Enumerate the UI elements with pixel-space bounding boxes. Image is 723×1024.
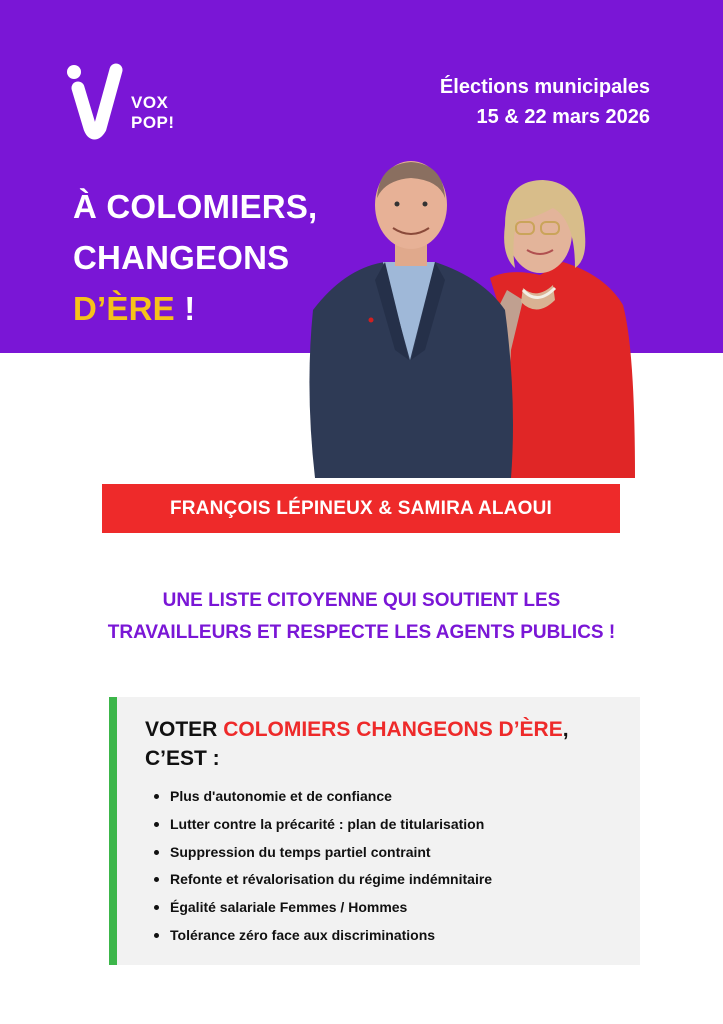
headline-line-3 <box>73 283 317 334</box>
vox-pop-logo <box>64 62 184 142</box>
candidate-man-figure <box>309 161 513 478</box>
program-item: Suppression du temps partiel contraint <box>147 841 492 869</box>
program-item: Égalité salariale Femmes / Hommes <box>147 896 492 924</box>
program-box <box>109 697 640 965</box>
candidates-names-banner: FRANÇOIS LÉPINEUX & SAMIRA ALAOUI <box>102 484 620 533</box>
tagline-line-2: TRAVAILLEURS ET RESPECTE LES AGENTS PUBLICS ! <box>107 622 616 643</box>
logo-text-vox: VOX <box>131 93 169 112</box>
headline <box>73 181 317 334</box>
program-title-highlight: COLOMIERS CHANGEONS D’ÈRE <box>223 718 563 741</box>
program-title-prefix: VOTER <box>145 718 224 741</box>
program-item: Plus d'autonomie et de confiance <box>147 785 492 813</box>
program-list <box>147 785 492 952</box>
headline-accent: D’ÈRE <box>73 290 175 327</box>
program-title-suffix: , <box>562 718 569 741</box>
election-type: Élections municipales <box>439 76 650 98</box>
candidates-photo <box>305 150 645 478</box>
headline-exclamation: ! <box>174 290 196 327</box>
tagline <box>0 585 723 649</box>
election-dates: 15 & 22 mars 2026 <box>476 106 650 128</box>
program-title-line-2: C’EST : <box>145 747 220 770</box>
logo-v-mark-icon <box>64 62 124 142</box>
tagline-line-1: UNE LISTE CITOYENNE QUI SOUTIENT LES <box>162 590 561 611</box>
logo-text-pop: POP! <box>131 113 175 132</box>
election-info <box>440 72 650 132</box>
headline-line-1: À COLOMIERS, <box>73 188 318 225</box>
program-item: Refonte et révalorisation du régime indémnitaire <box>147 868 492 896</box>
program-title <box>145 715 569 773</box>
program-item: Lutter contre la précarité : plan de titularisation <box>147 813 492 841</box>
headline-line-2: CHANGEONS <box>73 239 290 276</box>
program-title-line-1 <box>145 715 569 744</box>
program-item: Tolérance zéro face aux discriminations <box>147 924 492 952</box>
